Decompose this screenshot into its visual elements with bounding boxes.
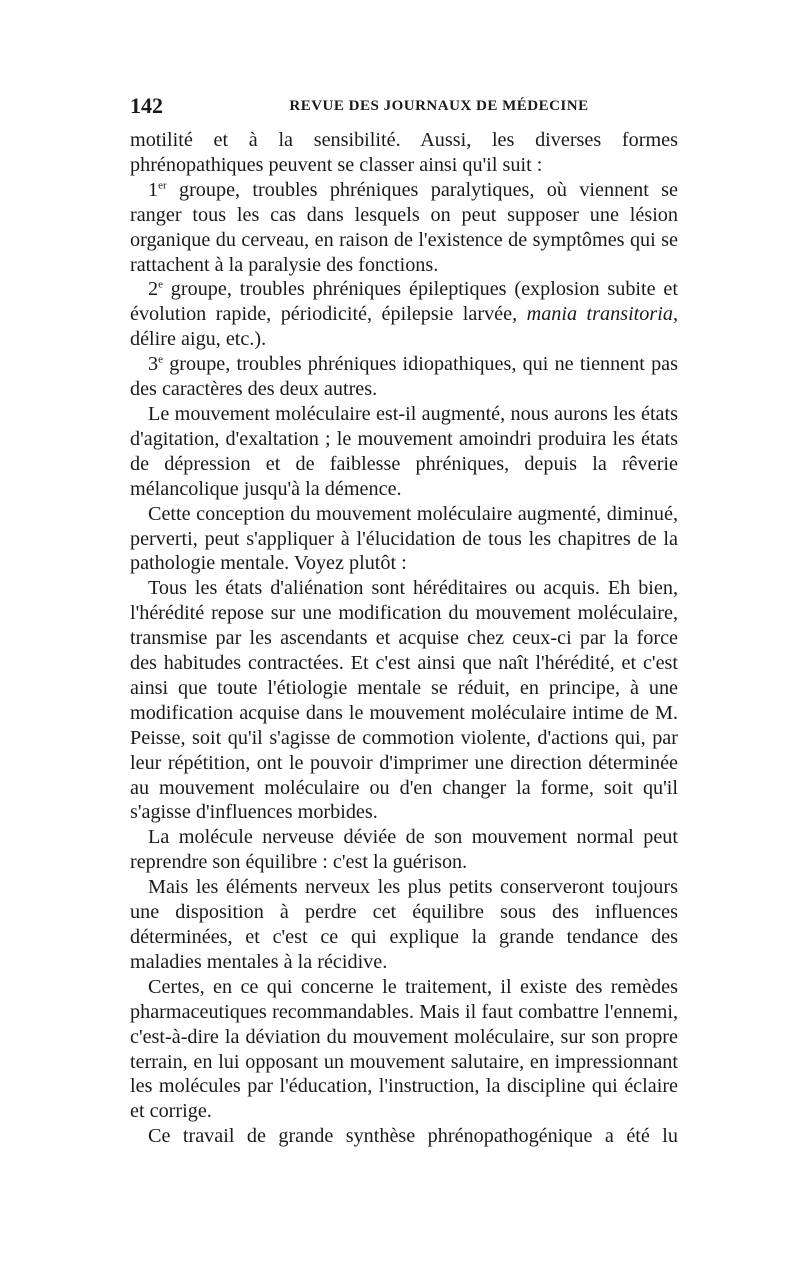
paragraph-8: La molécule nerveuse déviée de son mouvement normal peut reprendre son équilibre : c'est la guérison. [130,826,678,874]
paragraph-1: motilité et à la sensibilité. Aussi, les diverses formes phrénopathiques peuvent se classer ainsi qu'il suit : [130,129,678,176]
paragraph-10: Certes, en ce qui concerne le traitement, il existe des remèdes pharmaceutiques recommandables. Mais il faut combattre l'ennemi, c'est-à-dire la déviation du mouvement moléculaire, sur son propre terrain, en lui opposant un mouvement salutaire, en impressionnant les molécules par l'éducation, l'instruction, la discipline qui éclaire et corrige. [130,975,678,1123]
page-header [130,93,678,119]
paragraph-4: 3e groupe, troubles phréniques idiopathiques, qui ne tiennent pas des caractères des deux autres. [130,353,678,401]
paragraph-3: 2e groupe, troubles phréniques épileptiques (explosion subite et évolution rapide, périodicité, épilepsie larvée, mania transitoria, délire aigu, etc.). [130,278,678,351]
paragraph-2: 1er groupe, troubles phréniques paralytiques, où viennent se ranger tous les cas dans lesquels on peut supposer une lésion organique du cerveau, en raison de l'existence de symptômes qui se rattachent à la paralysie des fonctions. [130,178,678,276]
paragraph-11: Ce travail de grande synthèse phrénopathogénique a été lu [148,1125,678,1148]
paragraph-9: Mais les éléments nerveux les plus petits conserveront toujours une disposition à perdre cet équilibre sous des influences déterminées, et c'est ce qui explique la grande tendance des maladies mentales à la récidive. [130,876,678,973]
paragraph-6: Cette conception du mouvement moléculaire augmenté, diminué, perverti, peut s'appliquer à l'élucidation de tous les chapitres de la pathologie mentale. Voyez plutôt : [130,502,678,575]
paragraph-5: Le mouvement moléculaire est-il augmenté, nous aurons les états d'agitation, d'exaltation ; le mouvement amoindri produira les états de dépression et de faiblesse phréniques, depuis la rêverie mélancolique jusqu'à la démence. [130,402,678,500]
running-head: REVUE DES JOURNAUX DE MÉDECINE [289,98,589,114]
body-text [130,128,678,1149]
italic-term: mania transitoria [526,303,673,326]
page-number: 142 [130,93,163,118]
paragraph-7: Tous les états d'aliénation sont héréditaires ou acquis. Eh bien, l'hérédité repose sur une modification du mouvement moléculaire, transmise par les ascendants et acquise chez ceux-ci par la force des habitudes contractées. Et c'est ainsi que naît l'hérédité, et c'est ainsi que toute l'étiologie mentale se réduit, en principe, à une modification acquise dans le mouvement moléculaire intime de M. Peisse, soit qu'il s'agisse de commotion violente, d'actions qui, par leur répétition, ont le pouvoir d'imprimer une direction déterminée au mouvement moléculaire ou d'en changer la forme, soit qu'il s'agisse d'influences morbides. [130,577,678,824]
